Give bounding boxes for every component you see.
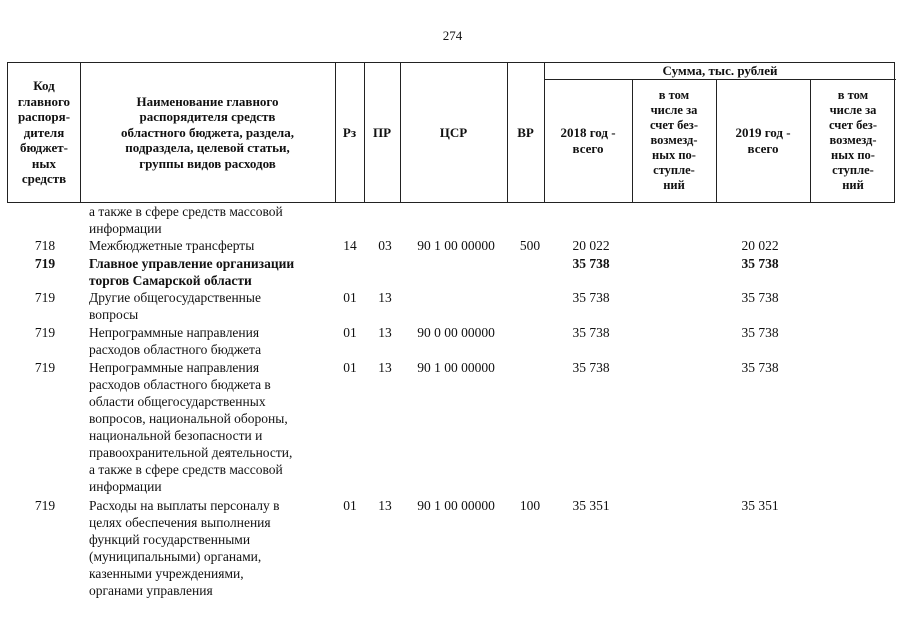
row-name: Другие общегосударственные вопросы bbox=[89, 290, 261, 322]
row-rz: 14 bbox=[343, 238, 357, 253]
row-rz: 01 bbox=[343, 360, 357, 375]
row-vr: 100 bbox=[519, 498, 541, 513]
row-name: Непрограммные направления расходов областного бюджета bbox=[89, 325, 262, 357]
row-csr: 90 1 00 00000 bbox=[417, 360, 495, 375]
row-name: Непрограммные направления расходов областного бюджета в области общегосударственных вопросов, национальной обороны, национальной безопасности и правоохранительной деятельности, а также в сфере средств массовой информации bbox=[89, 360, 293, 494]
row-rz: 01 bbox=[343, 325, 357, 340]
header-2018-total: 2018 год - всего bbox=[560, 125, 616, 156]
header-2019-total: 2019 год - всего bbox=[735, 125, 791, 156]
row-name: а также в сфере средств массовой информации bbox=[89, 204, 283, 236]
row-sum-2019: 20 022 bbox=[741, 238, 779, 253]
row-code: 719 bbox=[34, 256, 56, 271]
row-rz: 01 bbox=[343, 498, 357, 513]
header-vr: ВР bbox=[517, 124, 534, 140]
row-sum-2019: 35 738 bbox=[741, 325, 779, 340]
table-header bbox=[7, 62, 895, 203]
header-sum: Сумма, тыс. рублей bbox=[662, 63, 778, 79]
header-2019-free: в том числе за счет без- возмезд- ных по- ступле- ний bbox=[829, 88, 877, 192]
row-pr: 13 bbox=[378, 498, 392, 513]
row-sum-2018: 35 351 bbox=[572, 498, 610, 513]
row-sum-2018: 35 738 bbox=[572, 360, 610, 375]
row-sum-2018: 35 738 bbox=[572, 325, 610, 340]
row-pr: 13 bbox=[378, 360, 392, 375]
row-rz: 01 bbox=[343, 290, 357, 305]
header-pr: ПР bbox=[372, 124, 392, 140]
row-sum-2019: 35 738 bbox=[741, 256, 779, 271]
row-code: 719 bbox=[34, 360, 56, 375]
row-csr: 90 1 00 00000 bbox=[417, 238, 495, 253]
row-code: 719 bbox=[34, 290, 56, 305]
header-name: Наименование главного распорядителя средств областного бюджета, раздела, подраздела, целевой статьи, группы видов расходов bbox=[121, 93, 294, 171]
header-code: Код главного распоря- дителя бюджет- ных средств bbox=[17, 78, 71, 187]
header-csr: ЦСР bbox=[439, 124, 468, 140]
row-code: 718 bbox=[34, 238, 56, 253]
row-pr: 13 bbox=[378, 290, 392, 305]
row-sum-2019: 35 738 bbox=[741, 360, 779, 375]
row-sum-2018: 35 738 bbox=[572, 290, 610, 305]
row-vr: 500 bbox=[519, 238, 541, 253]
row-name: Главное управление организации торгов Самарской области bbox=[89, 256, 295, 288]
page-number: 274 bbox=[442, 28, 463, 43]
header-2018-free: в том числе за счет без- возмезд- ных по- ступле- ний bbox=[650, 88, 698, 192]
row-pr: 13 bbox=[378, 325, 392, 340]
row-sum-2018: 35 738 bbox=[572, 256, 610, 271]
row-code: 719 bbox=[34, 325, 56, 340]
row-pr: 03 bbox=[378, 238, 392, 253]
row-csr: 90 1 00 00000 bbox=[417, 498, 495, 513]
row-name: Межбюджетные трансферты bbox=[89, 238, 255, 253]
row-sum-2019: 35 351 bbox=[741, 498, 779, 513]
row-csr: 90 0 00 00000 bbox=[417, 325, 495, 340]
header-rz: Рз bbox=[342, 124, 357, 140]
row-code: 719 bbox=[34, 498, 56, 513]
row-sum-2018: 20 022 bbox=[572, 238, 610, 253]
row-sum-2019: 35 738 bbox=[741, 290, 779, 305]
row-name: Расходы на выплаты персоналу в целях обеспечения выполнения функций государственными (муниципальными) органами, казенными учреждениями, органами управления bbox=[89, 498, 280, 598]
